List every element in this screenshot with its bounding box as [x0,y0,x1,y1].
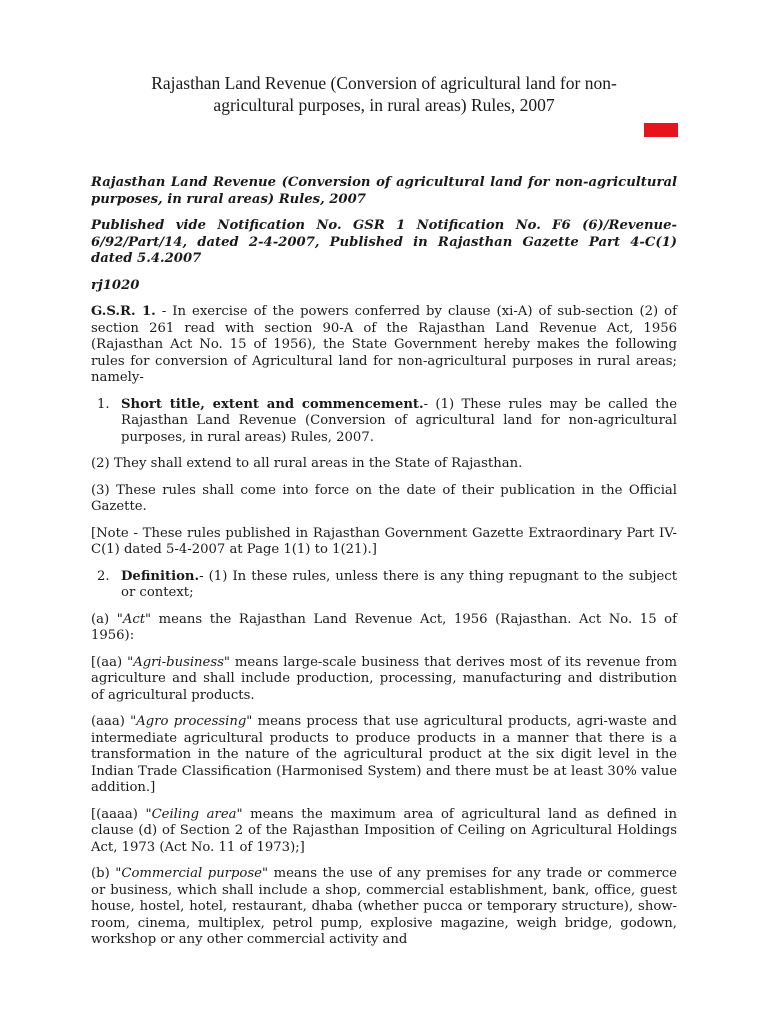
definition-b [91,866,677,949]
publication-note: Published vide Notification No. GSR 1 Notification No. F6 (6)/Revenue-6/92/Part/14, dated 2-4-2007, Published in Rajasthan Gazette Part 4-C(1) dated 5.4.2007 [91,218,677,266]
document-title [91,72,677,116]
def-b-text: means the use of any premises for any trade or commerce or business, which shall include a shop, commercial establishment, bank, office, guest house, hostel, hotel, restaurant, dhaba (whether pucca or temporary structure), show-room, cinema, multiplex, petrol pump, explosive magazine, weigh bridge, godown, workshop or any other commercial activity and [91,866,677,947]
gsr-text: - In exercise of the powers conferred by clause (xi-A) of sub-section (2) of section 261 read with section 90-A of the Rajasthan Land Revenue Act, 1956 (Rajasthan Act No. 15 of 1956), the State Government hereby makes the following rules for conversion of Agricultural land for non-agricultural purposes in rural areas; namely- [91,304,677,385]
definition-aaaa [91,807,677,857]
def-aa-prefix: [(aa) [91,654,128,670]
list-item-1 [91,397,677,447]
def-aaa-term: "Agro processing" [130,714,253,729]
def-a-text: means the Rajasthan Land Revenue Act, 1956 (Rajasthan. Act No. 15 of 1956): [91,611,677,643]
reference-code: rj1020 [91,277,140,293]
def-aaa-prefix: (aaa) [91,714,131,729]
def-aa-term: "Agri-business" [127,654,230,670]
def-aaaa-text: means the maximum area of agricultural land as defined in clause (d) of Section 2 of the Rajasthan Imposition of Ceiling on Agricultural Holdings Act, 1973 (Act No. 11 of 1973);] [91,806,678,855]
gsr-paragraph [91,304,677,387]
def-b-prefix: (b) [91,866,116,881]
def-a-prefix: (a) [91,611,117,627]
def-aaaa-term: "Ceiling area" [145,806,243,822]
def-aaa-text: means process that use agricultural products, agri-waste and intermediate agricultural products to produce products in a manner that there is a transformation in the nature of the agricultural product at the six digit level in the Indian Trade Classification (Harmonised System) and there must be at least 30% value addition.] [91,714,677,795]
definition-aaa [91,714,677,797]
list-item-2 [91,569,677,602]
def-a-term: "Act" [116,611,152,627]
definition-aa [91,655,677,705]
list-body-1 [121,397,677,447]
list-number-1: 1. [97,396,110,412]
paragraph-commencement: (3) These rules shall come into force on the date of their publication in the Official Gazette. [91,482,677,514]
note-paragraph: [Note - These rules published in Rajasthan Government Gazette Extraordinary Part IV-C(1) dated 5-4-2007 at Page 1(1) to 1(21).] [91,525,677,557]
item2-text: - (1) In these rules, unless there is any thing repugnant to the subject or context; [121,568,677,600]
paragraph-extent: (2) They shall extend to all rural areas in the State of Rajasthan. [91,456,523,471]
title-line-1: Rajasthan Land Revenue (Conversion of agricultural land for non- [151,73,617,93]
title-line-2: agricultural purposes, in rural areas) Rules, 2007 [213,95,555,115]
def-b-term: "Commercial purpose" [115,866,269,881]
heading-italic: Rajasthan Land Revenue (Conversion of agricultural land for non-agricultural purposes, in rural areas) Rules, 2007 [91,175,677,207]
def-aa-text: means large-scale business that derives most of its revenue from agriculture and shall include production, processing, manufacturing and distribution of agricultural products. [91,654,677,703]
item1-text: - (1) These rules may be called the Rajasthan Land Revenue (Conversion of agricultural land for non-agricultural purposes, in rural areas) Rules, 2007. [121,396,678,445]
gsr-label: G.S.R. 1. [91,304,156,319]
def-aaaa-prefix: [(aaaa) [91,806,146,822]
item2-heading: Definition. [121,568,200,584]
definition-a [91,612,677,645]
document-page [91,72,677,949]
item1-heading: Short title, extent and commencement. [121,396,424,412]
list-body-2 [121,569,677,602]
red-marker [644,123,678,137]
list-number-2: 2. [97,568,110,584]
